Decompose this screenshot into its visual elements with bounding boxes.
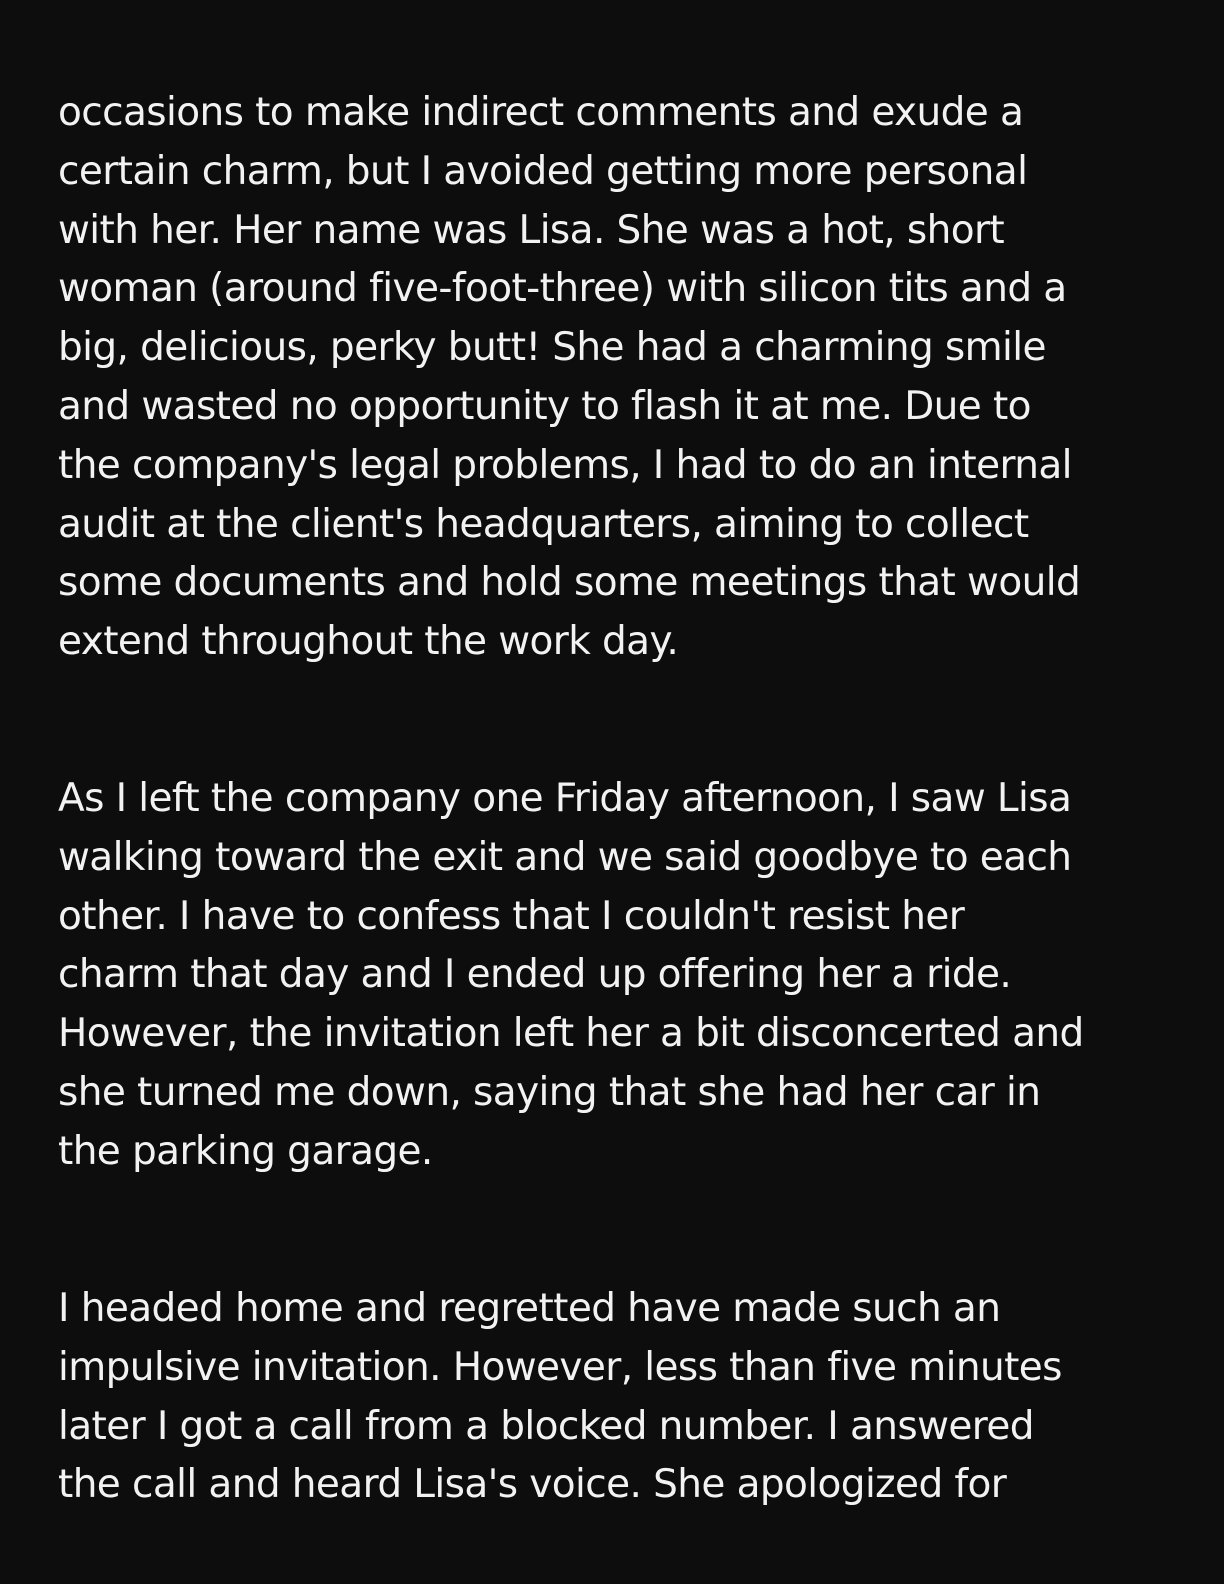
paragraph-line: later I got a call from a blocked number. I answered [58, 1403, 1034, 1449]
paragraph-3 [58, 1280, 1188, 1515]
paragraph-line: audit at the client's headquarters, aiming to collect [58, 501, 1029, 547]
paragraph-line: As I left the company one Friday afternoon, I saw Lisa [58, 776, 1072, 821]
paragraph-line: woman (around five-foot-three) with silicon tits and a [58, 266, 1067, 312]
paragraph-line: other. I have to confess that I couldn't resist her [58, 893, 965, 939]
paragraph-2 [58, 770, 1188, 1182]
paragraph-line: the parking garage. [58, 1128, 433, 1174]
paragraph-line: occasions to make indirect comments and exude a [58, 90, 1024, 135]
paragraph-line: the company's legal problems, I had to do an internal [58, 442, 1072, 488]
paragraph-line: and wasted no opportunity to flash it at me. Due to [58, 383, 1031, 429]
paragraph-line: impulsive invitation. However, less than five minutes [58, 1344, 1062, 1390]
paragraph-line: charm that day and I ended up offering her a ride. [58, 952, 1012, 998]
paragraph-line: with her. Her name was Lisa. She was a hot, short [58, 207, 1005, 253]
paragraph-1 [58, 84, 1188, 672]
paragraph-line: walking toward the exit and we said goodbye to each [58, 834, 1072, 880]
paragraph-line: However, the invitation left her a bit disconcerted and [58, 1011, 1084, 1057]
paragraph-line: certain charm, but I avoided getting more personal [58, 148, 1028, 194]
paragraph-line: the call and heard Lisa's voice. She apologized for [58, 1462, 1007, 1508]
paragraph-line: she turned me down, saying that she had her car in [58, 1069, 1041, 1115]
paragraph-line: I headed home and regretted have made such an [58, 1286, 1001, 1331]
paragraph-line: extend throughout the work day. [58, 619, 679, 665]
paragraph-line: big, delicious, perky butt! She had a charming smile [58, 325, 1046, 371]
paragraph-line: some documents and hold some meetings that would [58, 560, 1081, 606]
